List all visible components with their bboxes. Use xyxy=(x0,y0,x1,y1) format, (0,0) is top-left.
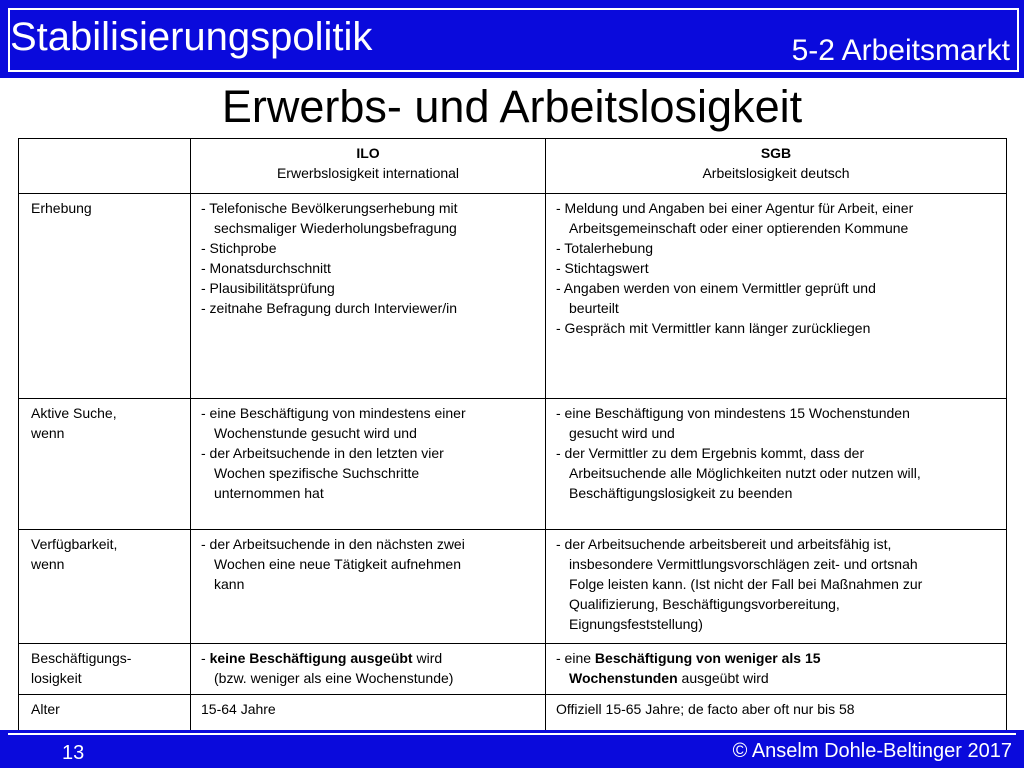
table-header-row xyxy=(19,139,1007,194)
column-header-sgb xyxy=(546,139,1007,194)
text-line: Wochenstunde gesucht wird und xyxy=(214,425,417,441)
emphasis-text: keine Beschäftigung ausgeübt xyxy=(209,650,413,666)
cell-sgb-verfuegbarkeit xyxy=(546,530,1007,644)
cell-sgb-aktive-suche xyxy=(546,399,1007,530)
text-line: kann xyxy=(214,576,245,592)
text-line: Offiziell 15-65 Jahre; de facto aber oft nur bis 58 xyxy=(556,701,855,717)
text-line: Arbeitsuchende alle Möglichkeiten nutzt oder nutzen will, xyxy=(569,465,921,481)
text-line: - der Arbeitsuchende arbeitsbereit und arbeitsfähig ist, xyxy=(556,536,892,552)
text-line: Eignungsfeststellung) xyxy=(569,616,703,632)
footer-bar xyxy=(0,730,1024,768)
column-subtitle-sgb: Arbeitslosigkeit deutsch xyxy=(702,165,850,181)
text-line xyxy=(201,648,537,668)
row-label-line: Beschäftigungs- xyxy=(31,650,132,666)
row-label-line: wenn xyxy=(31,425,65,441)
text-line: - zeitnahe Befragung durch Interviewer/in xyxy=(201,300,458,316)
column-title-ilo: ILO xyxy=(356,145,380,161)
text-line: Wochen eine neue Tätigkeit aufnehmen xyxy=(214,556,461,572)
text-line: - der Arbeitsuchende in den letzten vier xyxy=(201,445,444,461)
section-label: 5-2 Arbeitsmarkt xyxy=(791,34,1010,67)
text-line: Beschäftigungslosigkeit zu beenden xyxy=(569,485,793,501)
cell-ilo-erhebung xyxy=(191,194,546,399)
emphasis-text: Beschäftigung von weniger als 15 xyxy=(594,650,821,666)
footer-divider xyxy=(8,733,1016,735)
text-prefix: - eine xyxy=(556,650,595,666)
emphasis-text: Wochenstunden xyxy=(569,670,678,686)
cell-ilo-verfuegbarkeit xyxy=(191,530,546,644)
copyright-notice: © Anselm Dohle-Beltinger 2017 xyxy=(732,740,1012,762)
text-line: gesucht wird und xyxy=(569,425,675,441)
column-subtitle-ilo: Erwerbslosigkeit international xyxy=(276,165,460,181)
table-row xyxy=(19,644,1007,695)
presentation-title: Stabilisierungspolitik xyxy=(10,15,373,59)
header-bar xyxy=(0,0,1024,78)
row-label-verfuegbarkeit xyxy=(19,530,191,644)
text-line: - Angaben werden von einem Vermittler geprüft und xyxy=(556,280,876,296)
cell-sgb-beschaeftigungslosigkeit xyxy=(546,644,1007,695)
page-number: 13 xyxy=(62,742,85,764)
column-header-ilo xyxy=(191,139,546,194)
text-line: sechsmaliger Wiederholungsbefragung xyxy=(214,220,457,236)
text-prefix: - xyxy=(201,650,210,666)
cell-ilo-beschaeftigungslosigkeit xyxy=(191,644,546,695)
text-line: beurteilt xyxy=(569,300,619,316)
text-line: Wochen spezifische Suchschritte xyxy=(214,465,420,481)
text-line: - eine Beschäftigung von mindestens 15 Wochenstunden xyxy=(556,405,910,421)
cell-sgb-erhebung xyxy=(546,194,1007,399)
text-line: - Telefonische Bevölkerungserhebung mit xyxy=(201,200,458,216)
text-line: - Meldung und Angaben bei einer Agentur für Arbeit, einer xyxy=(556,200,914,216)
table-row xyxy=(19,399,1007,530)
comparison-table xyxy=(18,138,1007,739)
row-label-aktive-suche xyxy=(19,399,191,530)
text-line: insbesondere Vermittlungsvorschlägen zeit- und ortsnah xyxy=(569,556,918,572)
text-line: - Stichtagswert xyxy=(556,260,649,276)
table-row xyxy=(19,194,1007,399)
text-line: - der Arbeitsuchende in den nächsten zwei xyxy=(201,536,465,552)
row-label-beschaeftigungslosigkeit xyxy=(19,644,191,695)
text-line: - Plausibilitätsprüfung xyxy=(201,280,335,296)
text-line: Arbeitsgemeinschaft oder einer optierenden Kommune xyxy=(569,220,909,236)
row-label-line: losigkeit xyxy=(31,670,82,686)
text-line: 15-64 Jahre xyxy=(201,701,276,717)
text-line: Folge leisten kann. (Ist nicht der Fall bei Maßnahmen zur xyxy=(569,576,923,592)
text-line: - Gespräch mit Vermittler kann länger zurückliegen xyxy=(556,320,871,336)
row-label-line: wenn xyxy=(31,556,65,572)
text-line: - Totalerhebung xyxy=(556,240,654,256)
text-line: - der Vermittler zu dem Ergebnis kommt, dass der xyxy=(556,445,865,461)
column-title-sgb: SGB xyxy=(760,145,792,161)
table-row xyxy=(19,530,1007,644)
text-line: - Stichprobe xyxy=(201,240,277,256)
row-label-line: Erhebung xyxy=(31,200,92,216)
slide-heading: Erwerbs- und Arbeitslosigkeit xyxy=(221,81,803,132)
text-line xyxy=(556,668,998,688)
text-line xyxy=(556,648,998,668)
corner-cell xyxy=(19,139,191,194)
row-label-erhebung xyxy=(19,194,191,399)
row-label-line: Alter xyxy=(31,701,60,717)
cell-ilo-aktive-suche xyxy=(191,399,546,530)
text-line: unternommen hat xyxy=(214,485,324,501)
text-suffix: ausgeübt wird xyxy=(677,670,769,686)
row-label-line: Aktive Suche, xyxy=(31,405,117,421)
text-line: - eine Beschäftigung von mindestens einer xyxy=(201,405,466,421)
text-suffix: wird xyxy=(412,650,443,666)
text-line: (bzw. weniger als eine Wochenstunde) xyxy=(214,670,454,686)
row-label-line: Verfügbarkeit, xyxy=(31,536,118,552)
text-line: Qualifizierung, Beschäftigungsvorbereitung, xyxy=(569,596,840,612)
text-line: - Monatsdurchschnitt xyxy=(201,260,331,276)
